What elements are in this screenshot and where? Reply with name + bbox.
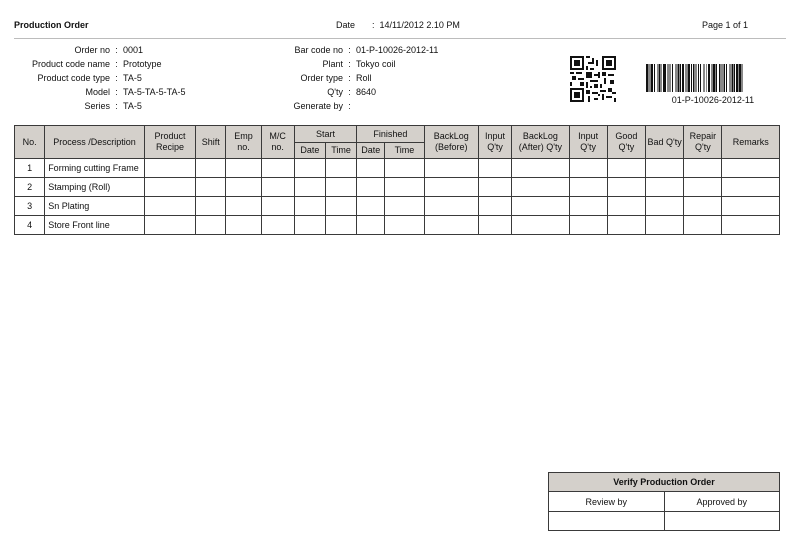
col-header-bad-qty: Bad Q'ty <box>645 126 683 159</box>
info-value: TA-5 <box>123 73 142 83</box>
order-info <box>14 43 186 113</box>
col-header-finished-date: Date <box>357 143 385 159</box>
barcode-number: 01-P-10026-2012-11 <box>671 95 755 105</box>
info-row-product-code-type: Product code type : TA-5 <box>14 71 186 85</box>
col-header-backlog-after: BackLog (After) Q'ty <box>512 126 569 159</box>
col-header-start-date: Date <box>294 143 325 159</box>
info-row-plant: Plant : Tokyo coil <box>286 57 438 71</box>
info-row-bar-code-no: Bar code no : 01-P-10026-2012-11 <box>286 43 438 57</box>
col-header-start-time: Time <box>325 143 356 159</box>
table-row <box>15 159 780 178</box>
table-row <box>15 216 780 235</box>
info-label: Generate by <box>293 101 343 111</box>
header-divider <box>14 38 786 39</box>
qr-code-icon <box>570 56 616 102</box>
info-row-model: Model : TA-5-TA-5-TA-5 <box>14 85 186 99</box>
row-no: 3 <box>15 197 45 216</box>
report-date: Date : 14/11/2012 2.10 PM <box>336 20 460 30</box>
date-value: 14/11/2012 2.10 PM <box>379 20 460 30</box>
row-process: Store Front line <box>45 216 145 235</box>
info-label: Model <box>85 87 110 97</box>
info-label: Plant <box>322 59 343 69</box>
row-no: 1 <box>15 159 45 178</box>
table-header-row <box>15 126 780 143</box>
report-header <box>14 20 748 34</box>
info-label: Product code type <box>37 73 110 83</box>
info-label: Bar code no <box>294 45 343 55</box>
info-value: 0001 <box>123 45 144 55</box>
row-process: Stamping (Roll) <box>45 178 145 197</box>
info-value: 8640 <box>356 87 377 97</box>
row-process: Forming cutting Frame <box>45 159 145 178</box>
row-no: 2 <box>15 178 45 197</box>
info-value: TA-5-TA-5-TA-5 <box>123 87 186 97</box>
col-header-input-qty-2: Input Q'ty <box>569 126 607 159</box>
col-header-mc-no: M/C no. <box>261 126 294 159</box>
info-row-generate-by: Generate by : <box>286 99 438 113</box>
info-value: TA-5 <box>123 101 142 111</box>
col-header-good-qty: Good Q'ty <box>607 126 645 159</box>
table-row <box>15 197 780 216</box>
info-label: Product code name <box>31 59 110 69</box>
info-value: Tokyo coil <box>356 59 396 69</box>
col-header-backlog-before: BackLog (Before) <box>424 126 478 159</box>
approved-by-signature <box>664 512 780 531</box>
col-header-shift: Shift <box>196 126 226 159</box>
process-table <box>14 125 780 235</box>
row-process: Sn Plating <box>45 197 145 216</box>
col-header-finished-time: Time <box>385 143 424 159</box>
col-header-input-qty: Input Q'ty <box>478 126 511 159</box>
review-by-label: Review by <box>549 492 665 512</box>
info-row-product-code-name: Product code name : Prototype <box>14 57 186 71</box>
info-row-series: Series : TA-5 <box>14 99 186 113</box>
page-indicator: Page 1 of 1 <box>701 20 748 30</box>
table-row <box>15 178 780 197</box>
info-value: 01-P-10026-2012-11 <box>356 45 439 55</box>
info-row-qty: Q'ty : 8640 <box>286 85 438 99</box>
col-header-start: Start <box>294 126 356 143</box>
info-value: Roll <box>356 73 372 83</box>
col-header-remarks: Remarks <box>722 126 780 159</box>
info-label: Order type <box>300 73 343 83</box>
verify-title: Verify Production Order <box>549 473 780 492</box>
barcode-icon <box>646 64 780 92</box>
col-header-no: No. <box>15 126 45 159</box>
col-header-emp-no: Emp no. <box>226 126 261 159</box>
info-row-order-no: Order no : 0001 <box>14 43 186 57</box>
info-value: Prototype <box>123 59 162 69</box>
verify-table <box>548 472 780 531</box>
row-no: 4 <box>15 216 45 235</box>
col-header-repair-qty: Repair Q'ty <box>684 126 722 159</box>
info-label: Order no <box>74 45 110 55</box>
date-label: Date <box>336 20 356 30</box>
col-header-finished: Finished <box>357 126 424 143</box>
info-row-order-type: Order type : Roll <box>286 71 438 85</box>
info-label: Series <box>84 101 110 111</box>
approved-by-label: Approved by <box>664 492 780 512</box>
plant-info <box>286 43 438 113</box>
col-header-process: Process /Description <box>45 126 145 159</box>
info-label: Q'ty <box>327 87 343 97</box>
review-by-signature <box>549 512 665 531</box>
report-title: Production Order <box>14 20 89 30</box>
col-header-product-recipe: Product Recipe <box>144 126 195 159</box>
